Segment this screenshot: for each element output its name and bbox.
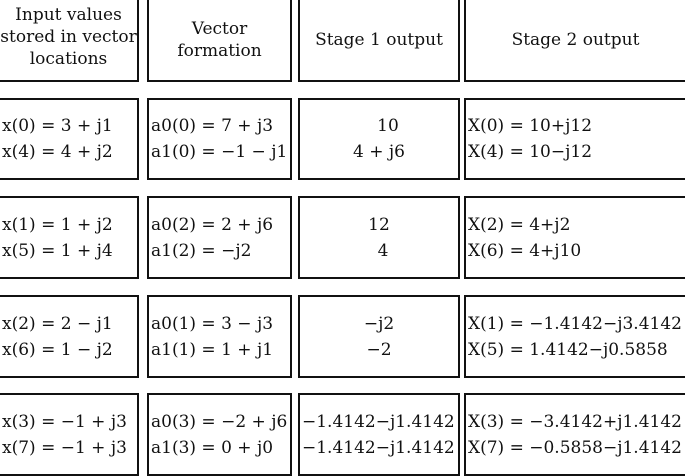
row3-stage1-cell (298, 295, 460, 378)
row4-input-line2: x(7) = −1 + j3 (2, 437, 127, 458)
row3-vector-cell (147, 295, 292, 378)
row2-stage2-cell (464, 196, 685, 279)
row1-vector-cell (147, 98, 292, 180)
header-stage2-output: Stage 2 output (464, 0, 685, 82)
row2-stage2-line1: X(2) = 4+j2 (468, 214, 571, 235)
row4-stage2-cell (464, 393, 685, 476)
row1-input-line1: x(0) = 3 + j1 (2, 116, 113, 136)
row2-stage2-line2: X(6) = 4+j10 (468, 240, 582, 261)
row4-input-line1: x(3) = −1 + j3 (2, 411, 127, 432)
row2-input-cell (0, 196, 139, 279)
row1-stage1-cell (298, 98, 460, 180)
row4-vector-line2: a1(3) = 0 + j0 (151, 437, 274, 458)
row3-stage2-line1: X(1) = −1.4142−j3.4142 (468, 313, 682, 334)
row4-stage2-line2: X(7) = −0.5858−j1.4142 (468, 437, 682, 458)
row4-stage2-line1: X(3) = −3.4142+j1.4142 (468, 411, 682, 432)
header-vector-formation: Vector formation (147, 0, 292, 82)
row2-stage1-cell (298, 196, 460, 279)
row1-stage2-line2: X(4) = 10−j12 (468, 142, 593, 162)
row3-vector-line1: a0(1) = 3 − j3 (151, 313, 274, 334)
row4-vector-cell (147, 393, 292, 476)
row2-vector-line1: a0(2) = 2 + j6 (151, 214, 274, 235)
row1-stage1-line1: 10 (377, 116, 399, 136)
row3-vector-line2: a1(1) = 1 + j1 (151, 339, 274, 360)
row1-input-line2: x(4) = 4 + j2 (2, 142, 113, 162)
row1-stage2-cell (464, 98, 685, 180)
row2-input-line1: x(1) = 1 + j2 (2, 214, 113, 235)
row2-input-line2: x(5) = 1 + j4 (2, 240, 113, 261)
row4-vector-line1: a0(3) = −2 + j6 (151, 411, 288, 432)
row2-stage1-line2: 4 (377, 240, 389, 261)
row2-vector-line2: a1(2) = −j2 (151, 240, 252, 261)
row2-vector-cell (147, 196, 292, 279)
row4-stage1-cell (298, 393, 460, 476)
row3-input-line2: x(6) = 1 − j2 (2, 339, 113, 360)
row3-stage1-line1: −j2 (363, 313, 395, 334)
row3-input-line1: x(2) = 2 − j1 (2, 313, 113, 334)
header-input-values: Input values stored in vector locations (0, 0, 139, 82)
row1-vector-line1: a0(0) = 7 + j3 (151, 116, 274, 136)
row1-input-cell (0, 98, 139, 180)
row4-stage1-line2: −1.4142−j1.4142 (302, 437, 455, 458)
row2-stage1-line1: 12 (368, 214, 390, 235)
row1-stage2-line1: X(0) = 10+j12 (468, 116, 593, 136)
row1-stage1-line2: 4 + j6 (353, 142, 405, 162)
row1-vector-line2: a1(0) = −1 − j1 (151, 142, 288, 162)
row3-stage2-line2: X(5) = 1.4142−j0.5858 (468, 339, 668, 360)
row3-stage2-cell (464, 295, 685, 378)
row3-stage1-line2: −2 (366, 339, 392, 360)
row3-input-cell (0, 295, 139, 378)
row4-stage1-line1: −1.4142−j1.4142 (302, 411, 455, 432)
row4-input-cell (0, 393, 139, 476)
header-stage1-output: Stage 1 output (298, 0, 460, 82)
